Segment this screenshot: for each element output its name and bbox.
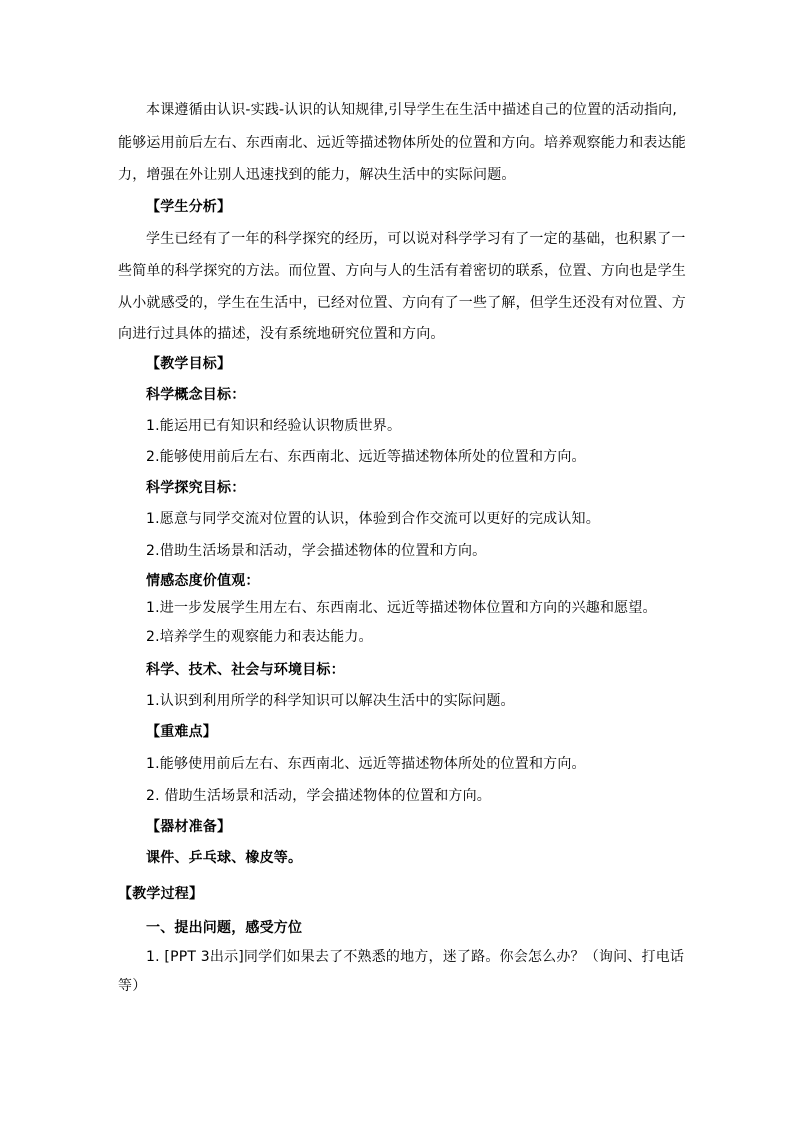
intro-line: 力，增强在外让别人迅速找到的能力，解决生活中的实际问题。 bbox=[118, 167, 516, 183]
section-heading-student-analysis: 【学生分析】 bbox=[146, 199, 232, 215]
analysis-line: 从小就感受的，学生在生活中，已经对位置、方向有了一些了解，但学生还没有对位置、方 bbox=[118, 295, 686, 311]
subheading-science-inquiry: 科学探究目标： bbox=[146, 480, 246, 496]
process-step-line: 等） bbox=[118, 978, 147, 994]
goal-item: 2.培养学生的观察能力和表达能力。 bbox=[146, 629, 373, 645]
intro-line: 本课遵循由认识-实践-认识的认知规律,引导学生在生活中描述自己的位置的活动指向, bbox=[146, 102, 678, 118]
analysis-line: 学生已经有了一年的科学探究的经历，可以说对科学学习有了一定的基础，也积累了一 bbox=[146, 231, 686, 247]
subheading-stse: 科学、技术、社会与环境目标： bbox=[146, 662, 345, 678]
section-heading-key-points: 【重难点】 bbox=[146, 724, 217, 740]
goal-item: 1.认识到利用所学的科学知识可以解决生活中的实际问题。 bbox=[146, 693, 515, 709]
goal-item: 1.能运用已有知识和经验认识物质世界。 bbox=[146, 418, 402, 434]
goal-item: 1.愿意与同学交流对位置的认识，体验到合作交流可以更好的完成认知。 bbox=[146, 511, 600, 527]
section-heading-materials: 【器材准备】 bbox=[146, 819, 232, 835]
subheading-emotion-attitude: 情感态度价值观： bbox=[146, 573, 260, 589]
intro-line: 能够运用前后左右、东西南北、远近等描述物体所处的位置和方向。培养观察能力和表达能 bbox=[118, 135, 686, 151]
materials-text: 课件、乒乓球、橡皮等。 bbox=[146, 850, 303, 866]
section-heading-teaching-goals: 【教学目标】 bbox=[146, 356, 232, 372]
goal-item: 1.进一步发展学生用左右、东西南北、远近等描述物体位置和方向的兴趣和愿望。 bbox=[146, 600, 657, 616]
process-step-line: 1. [PPT 3出示]同学们如果去了不熟悉的地方，迷了路。你会怎么办？（询问、打电话 bbox=[146, 949, 685, 965]
key-point-item: 2. 借助生活场景和活动，学会描述物体的位置和方向。 bbox=[146, 788, 492, 804]
analysis-line: 些简单的科学探究的方法。而位置、方向与人的生活有着密切的联系，位置、方向也是学生 bbox=[118, 263, 686, 279]
goal-item: 2.借助生活场景和活动，学会描述物体的位置和方向。 bbox=[146, 543, 487, 559]
goal-item: 2.能够使用前后左右、东西南北、远近等描述物体所处的位置和方向。 bbox=[146, 449, 586, 465]
process-step-title: 一、提出问题，感受方位 bbox=[146, 920, 303, 936]
section-heading-process: 【教学过程】 bbox=[118, 886, 204, 902]
analysis-line: 向进行过具体的描述，没有系统地研究位置和方向。 bbox=[118, 326, 445, 342]
subheading-science-concept: 科学概念目标： bbox=[146, 387, 246, 403]
key-point-item: 1.能够使用前后左右、东西南北、远近等描述物体所处的位置和方向。 bbox=[146, 756, 586, 772]
